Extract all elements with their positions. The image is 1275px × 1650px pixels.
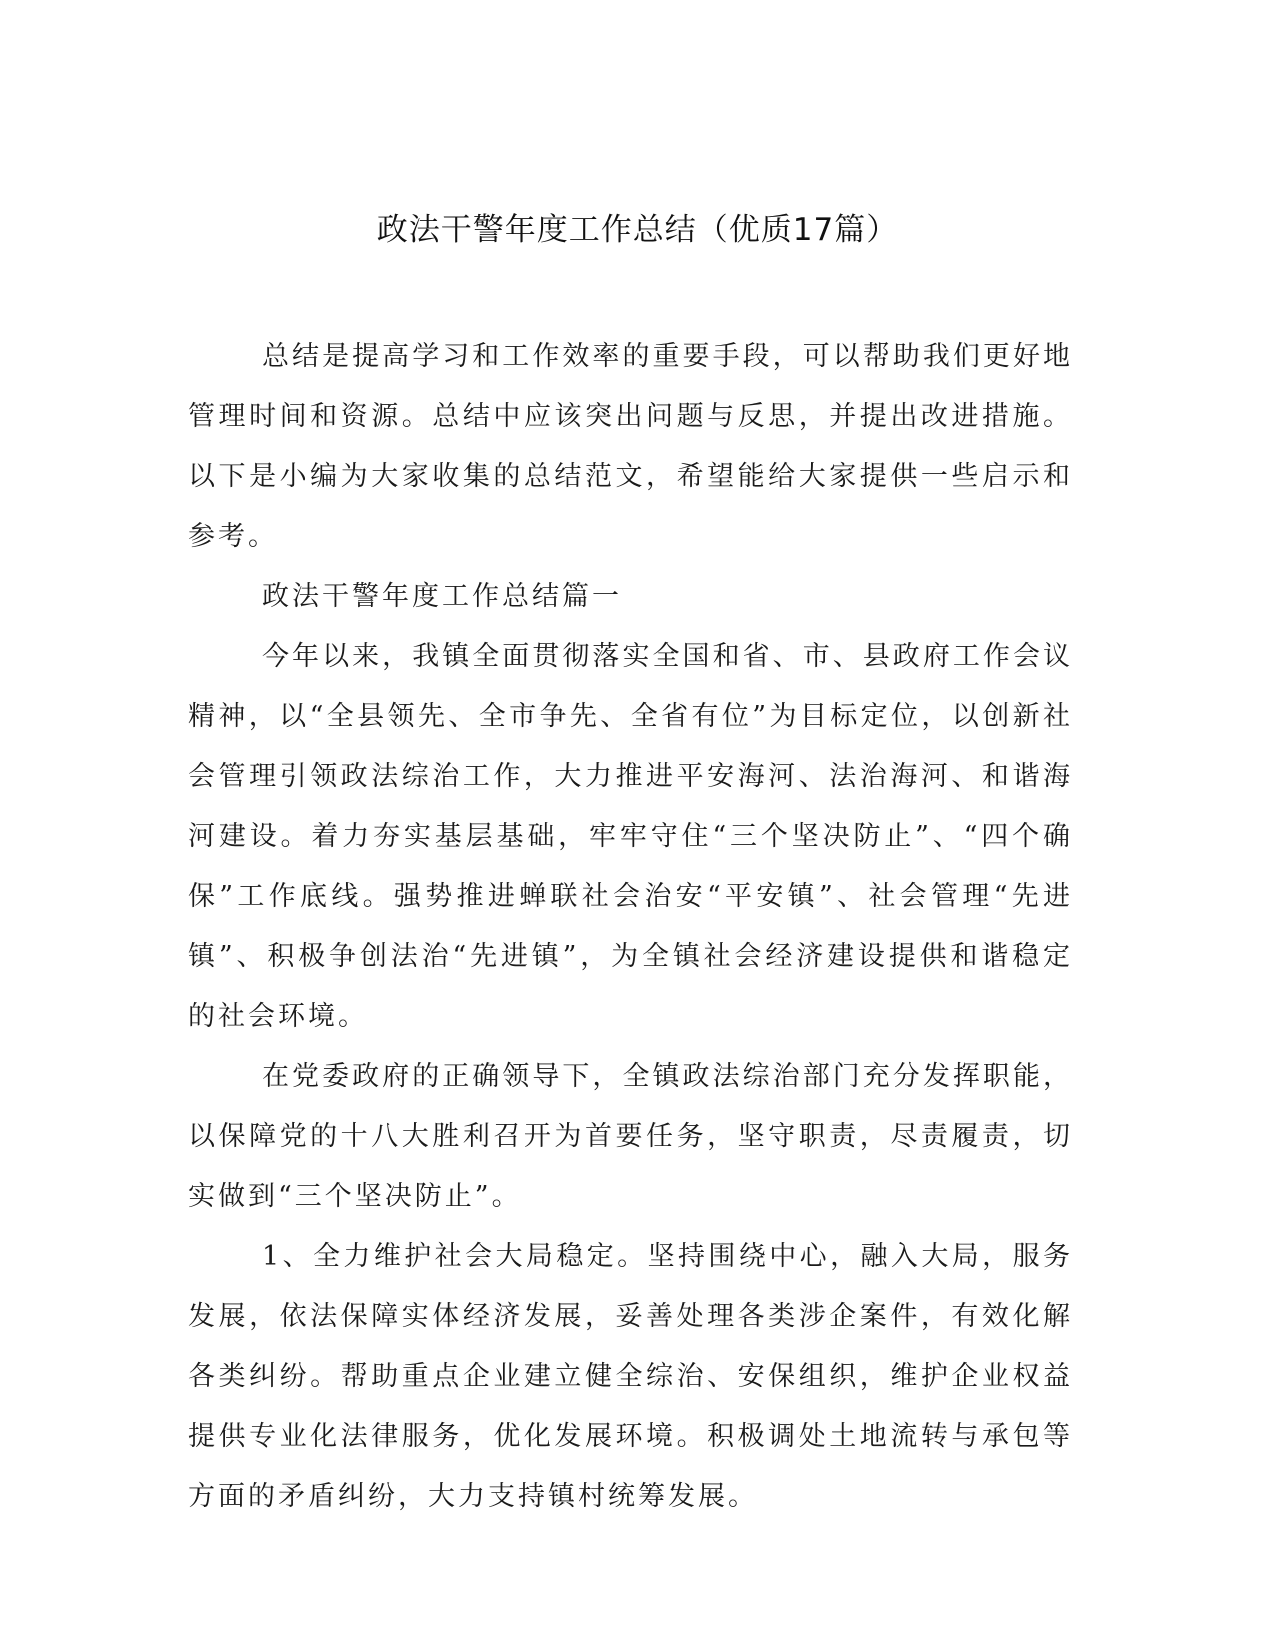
section-heading: 政法干警年度工作总结篇一 [262, 581, 622, 612]
intro-paragraph: 总结是提高学习和工作效率的重要手段，可以帮助我们更好地管理时间和资源。总结中应该突出问题与反思，并提出改进措施。以下是小编为大家收集的总结范文，希望能给大家提供一些启示和参考。 [188, 341, 1073, 552]
body-paragraph: 今年以来，我镇全面贯彻落实全国和省、市、县政府工作会议精神，以“全县领先、全市争先、全省有位”为目标定位，以创新社会管理引领政法综治工作，大力推进平安海河、法治海河、和谐海河建设。着力夯实基层基础，牢牢守住“三个坚决防止”、“四个确保”工作底线。强势推进蝉联社会治安“平安镇”、社会管理“先进镇”、积极争创法治“先进镇”，为全镇社会经济建设提供和谐稳定的社会环境。 [188, 641, 1073, 1032]
document-title: 政法干警年度工作总结（优质17篇） [376, 212, 899, 248]
numbered-paragraph: 1、全力维护社会大局稳定。坚持围绕中心，融入大局，服务发展，依法保障实体经济发展，妥善处理各类涉企案件，有效化解各类纠纷。帮助重点企业建立健全综治、安保组织，维护企业权益提供专业化法律服务，优化发展环境。积极调处土地流转与承包等方面的矛盾纠纷，大力支持镇村统筹发展。 [188, 1241, 1073, 1512]
body-paragraph: 在党委政府的正确领导下，全镇政法综治部门充分发挥职能，以保障党的十八大胜利召开为首要任务，坚守职责，尽责履责，切实做到“三个坚决防止”。 [188, 1061, 1073, 1212]
document-body [188, 327, 1073, 1527]
